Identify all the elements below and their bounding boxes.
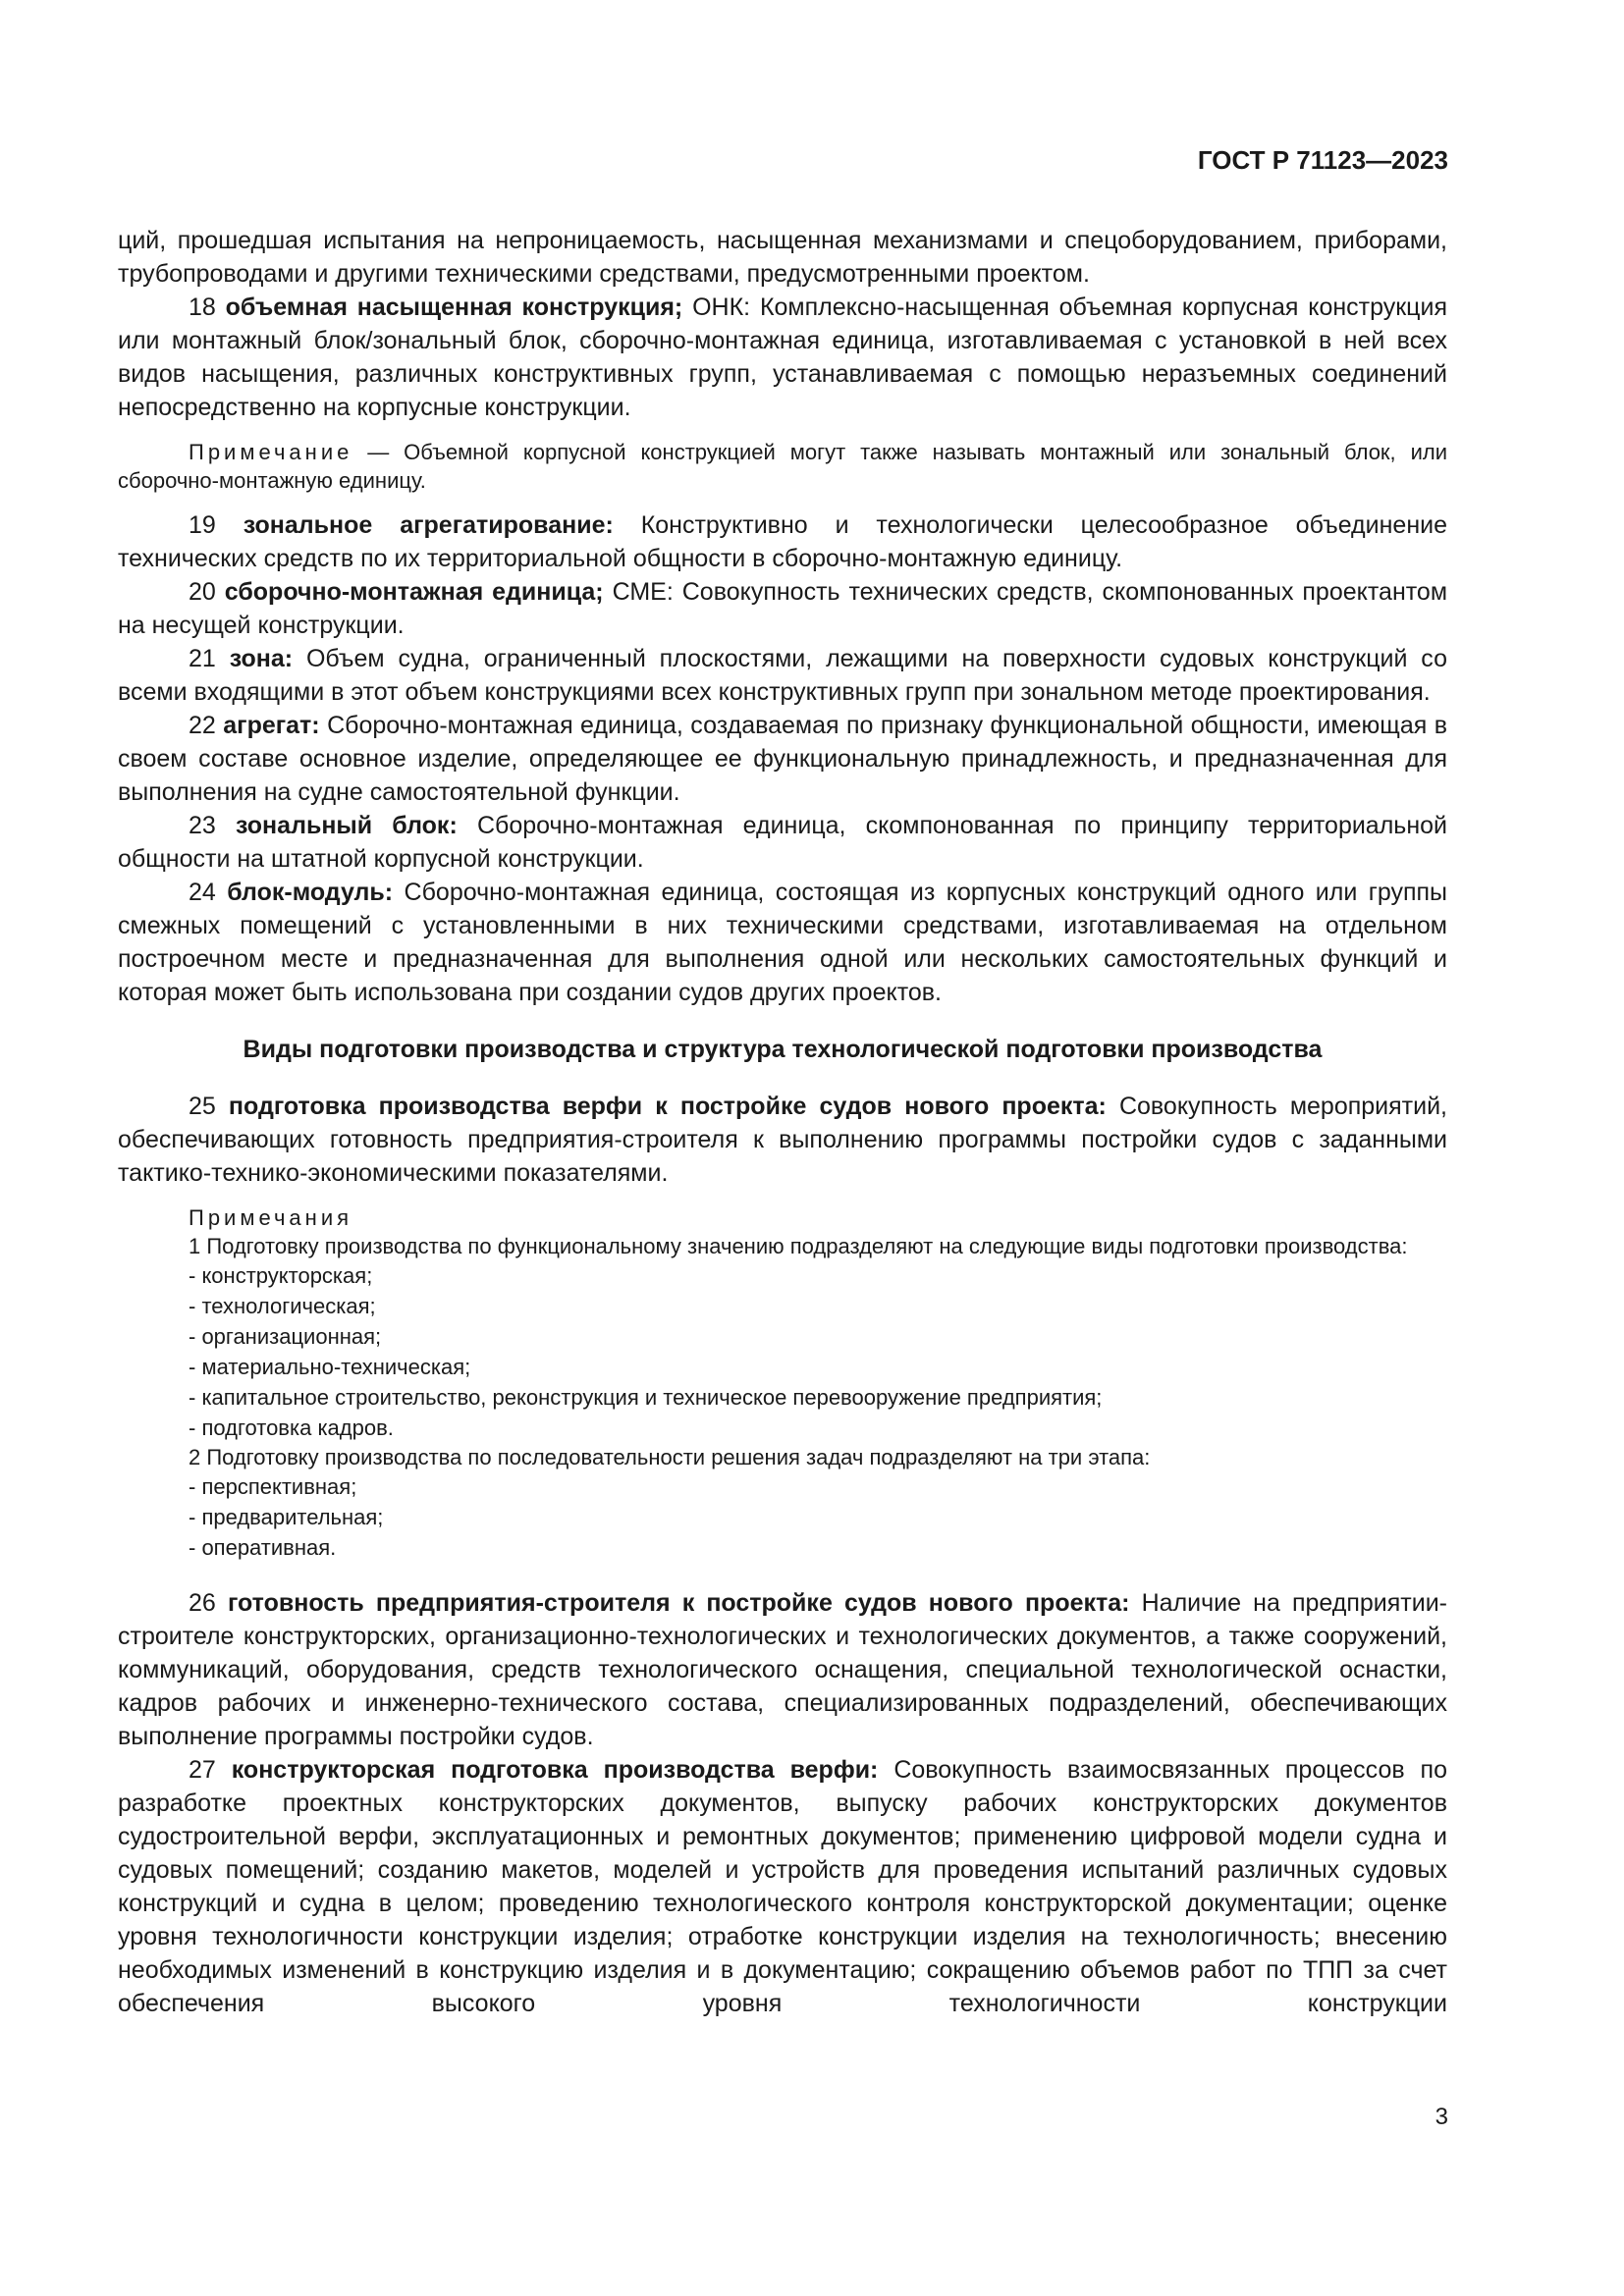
document-body (118, 224, 1447, 2020)
production-stages-list (118, 1471, 1447, 1563)
notes-25-label: Примечания (189, 1205, 353, 1230)
page-number: 3 (1435, 2104, 1448, 2130)
list-item: - организационная; (189, 1324, 382, 1349)
list-item: - капитальное строительство, реконструкция и техническое перевооружение предприятия; (189, 1385, 1103, 1410)
list-item: - материально-техническая; (189, 1355, 471, 1379)
term-23: 23 зональный блок: Сборочно-монтажная единица, скомпонованная по принципу территориальной общности на штатной корпусной конструкции. (118, 812, 1448, 873)
term-27: 27 конструкторская подготовка производства верфи: Совокупность взаимосвязанных процессов по разработке проектных конструкторских документов, выпуску рабочих конструкторских документов судостроительной верфи, эксплуатационных и ремонтных документов; применению цифровой модели судна и судовых помещений; созданию макетов, моделей и устройств для проведения испытаний различных судовых конструкций и судна в целом; проведению технологического контроля конструкторской документации; оценке уровня технологичности конструкции изделия; отработке конструкции изделия на технологичность; внесению необходимых изменений в конструкцию изделия и в документацию; сокращению объемов работ по ТПП за счет обеспечения высокого уровня технологичности конструкции (118, 1756, 1447, 2017)
term-20: 20 сборочно-монтажная единица; СМЕ: Совокупность технических средств, скомпонованных проектантом на несущей конструкции. (118, 578, 1448, 639)
term-19: 19 зональное агрегатирование: Конструктивно и технологически целесообразное объединение технических средств по их территориальной общности в сборочно-монтажную единицу. (118, 511, 1447, 572)
term-24: 24 блок-модуль: Сборочно-монтажная единица, состоящая из корпусных конструкций одного или группы смежных помещений с установленными в них техническими средствами, изготавливаемая на отдельном построечном месте и предназначенная для выполнения одной или нескольких самостоятельных функций и которая может быть использована при создании судов других проектов. (118, 879, 1447, 1006)
intro-paragraph: ций, прошедшая испытания на непроницаемость, насыщенная механизмами и спецоборудованием, приборами, трубопроводами и другими техническими средствами, предусмотренными проектом. (118, 227, 1447, 288)
term-18: 18 объемная насыщенная конструкция; ОНК: Комплексно-насыщенная объемная корпусная конструкция или монтажный блок/зональный блок, сборочно-монтажная единица, изготавливаемая с установкой в ней всех видов насыщения, различных конструктивных групп, устанавливаемая с помощью неразъемных соединений непосредственно на корпусные конструкции. (118, 294, 1447, 421)
document-code: ГОСТ Р 71123—2023 (1197, 145, 1448, 175)
list-item: - оперативная. (189, 1535, 337, 1560)
term-18-title: объемная насыщенная конструкция; (225, 294, 683, 321)
production-types-list (118, 1260, 1447, 1443)
section-title: Виды подготовки производства и структура технологической подготовки производства (243, 1036, 1323, 1063)
list-item: - предварительная; (189, 1505, 384, 1529)
term-21: 21 зона: Объем судна, ограниченный плоскостями, лежащими на поверхности судовых конструкций со всеми входящими в этот объем конструкциями всех конструктивных групп при зональном методе проектирования. (118, 645, 1447, 706)
term-25: 25 подготовка производства верфи к постройке судов нового проекта: Совокупность мероприятий, обеспечивающих готовность предприятия-строителя к выполнению программы постройки судов с заданными тактико-технико-экономическими показателями. (118, 1093, 1448, 1187)
list-item: - конструкторская; (189, 1263, 373, 1288)
term-22: 22 агрегат: Сборочно-монтажная единица, создаваемая по признаку функциональной общности, имеющая в своем составе основное изделие, определяющее ее функциональную принадлежность, и предназначенная для выполнения на судне самостоятельной функции. (118, 712, 1447, 806)
note-25-2: 2 Подготовку производства по последовательности решения задач подразделяют на три этапа: (189, 1445, 1151, 1469)
list-item: - подготовка кадров. (189, 1415, 394, 1440)
list-item: - технологическая; (189, 1294, 376, 1318)
note-25-1: 1 Подготовку производства по функциональному значению подразделяют на следующие виды подготовки производства: (189, 1234, 1408, 1258)
note-18: Примечание — Объемной корпусной конструкцией могут также называть монтажный или зональный блок, или сборочно-монтажную единицу. (118, 440, 1447, 493)
list-item: - перспективная; (189, 1474, 357, 1499)
term-26: 26 готовность предприятия-строителя к постройке судов нового проекта: Наличие на предприятии-строителе конструкторских, организационно-технологических и технологических документов, а также сооружений, коммуникаций, оборудования, средств технологического оснащения, специальной технологической оснастки, кадров рабочих и инженерно-технического состава, специализированных подразделений, обеспечивающих выполнение программы постройки судов. (118, 1589, 1447, 1750)
